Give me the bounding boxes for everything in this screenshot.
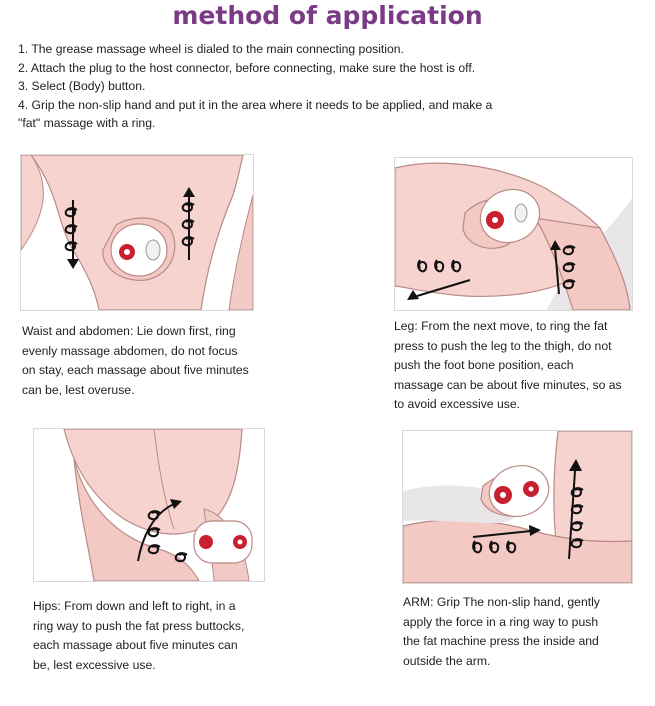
step-2: 2. Attach the plug to the host connector, before connecting, make sure the host is off.	[18, 60, 476, 75]
waist-abdomen-massage-illustration	[21, 155, 253, 310]
step-1: 1. The grease massage wheel is dialed to the main connecting position.	[18, 42, 404, 56]
waist-illustration-panel	[20, 154, 254, 311]
caption-line: on stay, each massage about five minutes	[22, 363, 249, 377]
leg-illustration-panel	[394, 157, 633, 311]
step-3: 3. Select (Body) button.	[18, 79, 146, 93]
waist-caption	[22, 322, 249, 400]
caption-line: Leg: From the next move, to ring the fat	[394, 319, 608, 333]
arm-massage-illustration	[403, 431, 632, 583]
step-4: 4. Grip the non-slip hand and put it in the area where it needs to be applied, and make a	[18, 97, 493, 112]
caption-line: press to push the leg to the thigh, do not	[394, 338, 612, 353]
page-title: method of application	[172, 1, 483, 30]
caption-line: each massage about five minutes can	[33, 638, 238, 652]
leg-caption	[394, 317, 622, 415]
hips-massage-illustration	[34, 429, 264, 581]
step-4-continued: "fat" massage with a ring.	[18, 116, 156, 130]
instruction-steps	[18, 40, 638, 133]
caption-line: can be, lest overuse.	[22, 382, 135, 397]
caption-line: massage can be about five minutes, so as	[394, 377, 622, 392]
hips-illustration-panel	[33, 428, 265, 582]
caption-line: ring way to push the fat press buttocks,	[33, 618, 245, 633]
caption-line: apply the force in a ring way to push	[403, 614, 599, 629]
caption-line: be, lest excessive use.	[33, 657, 156, 672]
arm-illustration-panel	[402, 430, 633, 584]
caption-line: ARM: Grip The non-slip hand, gently	[403, 595, 600, 609]
caption-line: outside the arm.	[403, 653, 491, 668]
hips-caption	[33, 597, 244, 675]
caption-line: evenly massage abdomen, do not focus	[22, 343, 238, 358]
caption-line: Hips: From down and left to right, in a	[33, 599, 236, 613]
caption-line: push the foot bone position, each	[394, 358, 574, 372]
leg-massage-illustration	[395, 158, 632, 310]
caption-line: the fat machine press the inside and	[403, 634, 599, 648]
caption-line: to avoid excessive use.	[394, 397, 521, 411]
caption-line: Waist and abdomen: Lie down first, ring	[22, 324, 236, 338]
arm-caption	[403, 593, 600, 671]
